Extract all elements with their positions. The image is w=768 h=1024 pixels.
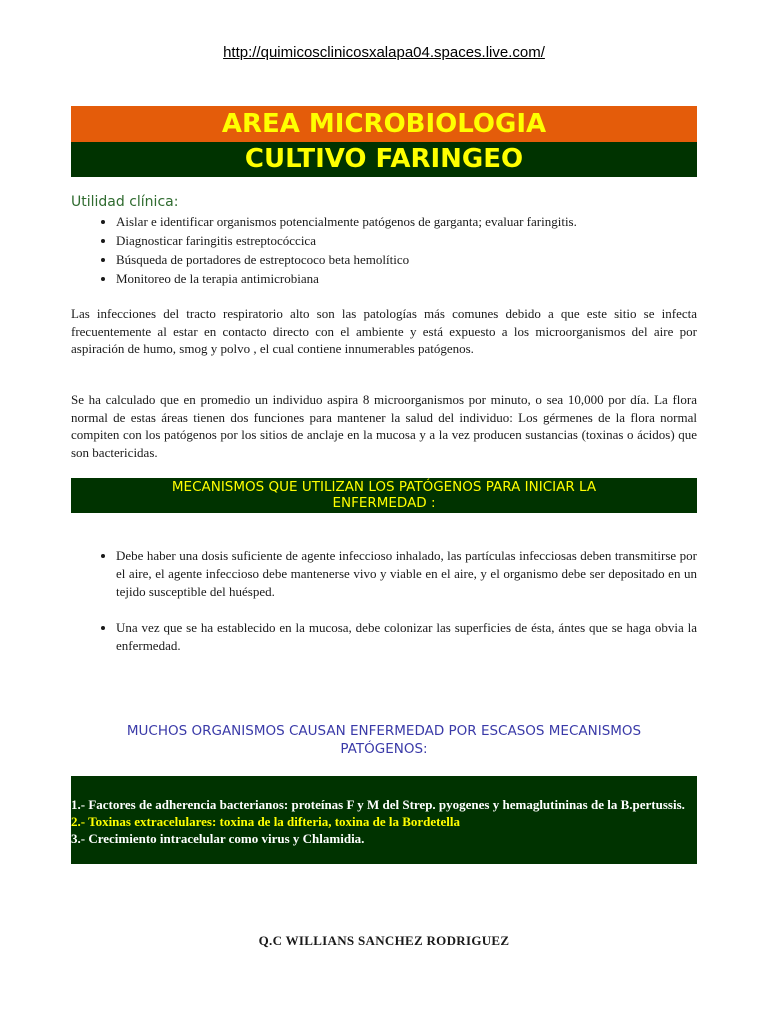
muchos-line2: PATÓGENOS:: [340, 741, 428, 757]
mecanismos-heading-bar: [71, 478, 697, 513]
list-item: • Aislar e identificar organismos potencialmente patógenos de garganta; evaluar faringitis.: [116, 212, 697, 231]
source-url-link[interactable]: http://quimicosclinicosxalapa04.spaces.live.com/: [223, 44, 545, 61]
mecanismos-heading-line1: MECANISMOS QUE UTILIZAN LOS PATÓGENOS PARA INICIAR LA: [171, 479, 597, 495]
author-name: Q.C WILLIANS SANCHEZ RODRIGUEZ: [258, 933, 510, 948]
list-item: • Búsqueda de portadores de estreptococo beta hemolítico: [116, 250, 697, 269]
list-item: • Monitoreo de la terapia antimicrobiana: [116, 269, 697, 288]
muchos-line1: MUCHOS ORGANISMOS CAUSAN ENFERMEDAD POR ESCASOS MECANISMOS: [126, 723, 642, 739]
paragraph-flora-normal: Se ha calculado que en promedio un individuo aspira 8 microorganismos por minuto, o sea 10,000 por día. La flora normal de estas áreas tienen dos funciones para mantener la salud del individuo: Los gérmenes de la flora normal compiten con los patógenos por los sitios de anclaje en la mucosa y a la vez producen sustancias (toxinas o ácidos) que son bactericidas.: [71, 392, 697, 460]
list-item: • Una vez que se ha establecido en la mucosa, debe colonizar las superficies de ésta, ántes que se haga obvia la enfermedad.: [116, 619, 697, 655]
factor-adherencia: 1.- Factores de adherencia bacterianos: proteínas F y M del Strep. pyogenes y hemaglutininas de la B.pertussis.: [71, 797, 685, 812]
mecanismos-heading-line2: ENFERMEDAD :: [332, 495, 436, 511]
mecanismos-list: [71, 547, 697, 673]
muchos-organismos-heading: [71, 722, 697, 758]
factor-crecimiento: 3.- Crecimiento intracelular como virus y Chlamidia.: [71, 831, 365, 846]
list-item: • Diagnosticar faringitis estreptocóccica: [116, 231, 697, 250]
utilidad-heading: Utilidad clínica:: [71, 194, 179, 210]
test-title-bar: CULTIVO FARINGEO: [71, 142, 697, 177]
list-item: • Debe haber una dosis suficiente de agente infeccioso inhalado, las partículas infecciosas deben transmitirse por el aire, el agente infeccioso debe mantenerse vivo y viable en el aire, y el organismo debe ser depositado en un tejido susceptible del huésped.: [116, 547, 697, 601]
factores-box: [71, 776, 697, 864]
factor-toxinas: 2.- Toxinas extracelulares: toxina de la difteria, toxina de la Bordetella: [71, 814, 461, 829]
utilidad-list: [71, 212, 697, 288]
paragraph-infecciones: Las infecciones del tracto respiratorio alto son las patologías más comunes debido a que este sitio se infecta frecuentemente al estar en contacto directo con el ambiente y está expuesto a los microorganismos del aire por aspiración de humo, smog y polvo , el cual contiene innumerables patógenos.: [71, 306, 697, 356]
area-title-bar: AREA MICROBIOLOGIA: [71, 106, 697, 142]
